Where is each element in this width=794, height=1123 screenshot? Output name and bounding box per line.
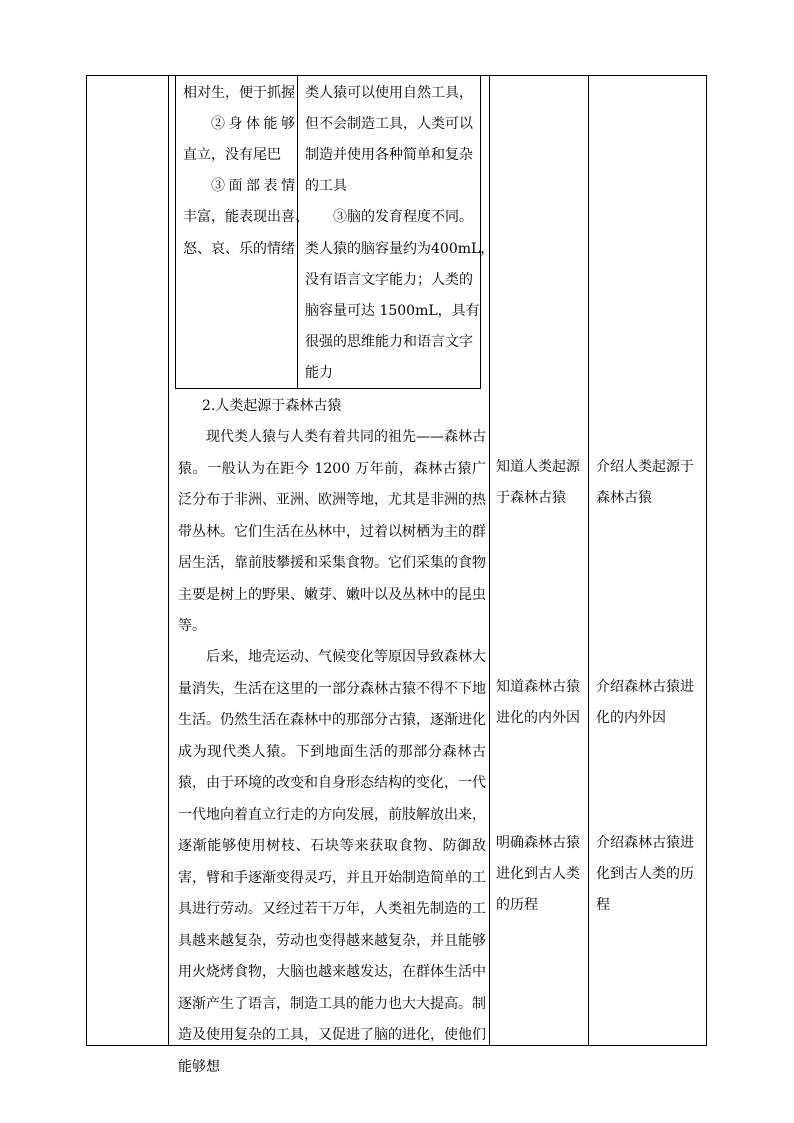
paragraph-text: 现代类人猿与人类有着共同的祖先——森林古猿。一般认为在距今 1200 万年前，森林古猿广泛分布于非洲、亚洲、欧洲等地，尤其是非洲的热带丛林。它们生活在丛林中，过着以树栖为主的群居生活，靠前肢攀援和采集食物。它们采集的食物主要是树上的野果、嫩芽、嫩叶以及丛林中的昆虫等。 [178,429,486,634]
paragraph-origin [178,422,486,643]
design-intent-line: 介绍森林古猿进 [596,835,694,851]
comparison-col1-line: ③面部表情 [211,178,295,194]
paragraph-evolution [178,642,486,1083]
student-activity-line: 于森林古猿 [496,490,566,506]
comparison-col2-line: 脑容量可达 1500mL，具有 [305,303,480,319]
comparison-col2-line: 制造并使用各种简单和复杂 [305,147,473,163]
comparison-col1-line: ②身体能够 [211,116,295,132]
student-activity-line: 明确森林古猿 [496,835,580,851]
comparison-col2-line: 类人猿可以使用自然工具， [305,85,473,101]
column-divider-1 [168,75,169,1046]
comparison-col2-line: 的工具 [305,178,347,194]
section-heading: 2.人类起源于森林古猿 [202,398,342,414]
table-right-border [706,75,707,1046]
design-intent-line: 化到古人类的历 [596,866,694,882]
student-activity-line: 进化的内外因 [496,710,580,726]
comparison-col2-line: 能力 [305,365,333,381]
design-intent-line: 化的内外因 [596,710,666,726]
student-activity-line: 知道森林古猿 [496,679,580,695]
design-intent-line: 介绍森林古猿进 [596,679,694,695]
student-activity-line: 的历程 [496,897,538,913]
comparison-col2-line: ③脑的发育程度不同。 [333,209,473,225]
comparison-table-right [480,75,481,389]
student-activity-line: 知道人类起源 [496,459,580,475]
comparison-col1-line: 直立，没有尾巴 [183,147,281,163]
comparison-col2-line: 但不会制造工具，人类可以 [305,116,473,132]
design-intent-line: 程 [596,897,610,913]
column-divider-3 [588,75,589,1046]
comparison-col2-line: 很强的思维能力和语言文字 [305,334,473,350]
student-activity-line: 进化到古人类 [496,866,580,882]
design-intent-line: 森林古猿 [596,490,652,506]
comparison-table-left [175,75,176,389]
comparison-col2-line: 类人猿的脑容量约为400mL， [305,241,495,257]
paragraph-text: 后来，地壳运动、气候变化等原因导致森林大量消失，生活在这里的一部分森林古猿不得不下地生活。仍然生活在森林中的那部分古猿，逐渐进化成为现代类人猿。下到地面生活的那部分森林古猿，由于环境的改变和自身形态结构的变化，一代一代地向着直立行走的方向发展，前肢解放出来，逐渐能够使用树枝、石块等来获取食物、防御敌害，臂和手逐渐变得灵巧，并且开始制造简单的工具进行劳动。又经过若干万年，人类祖先制造的工具越来越复杂，劳动也变得越来越复杂，并且能够用火烧烤食物，大脑也越来越发达，在群体生活中逐渐产生了语言，制造工具的能力也大大提高。制造及使用复杂的工具，又促进了脑的进化，使他们能够想 [178,649,486,1075]
design-intent-line: 介绍人类起源于 [596,459,694,475]
table-left-border [86,75,87,1046]
comparison-table-top [175,75,481,76]
comparison-col1-line: 怒、哀、乐的情绪 [183,241,295,257]
comparison-col2-line: 没有语言文字能力；人类的 [305,272,473,288]
comparison-col1-line: 相对生，便于抓握 [183,85,295,101]
column-divider-2 [489,75,490,1046]
comparison-col1-line: 丰富，能表现出喜、 [183,209,309,225]
